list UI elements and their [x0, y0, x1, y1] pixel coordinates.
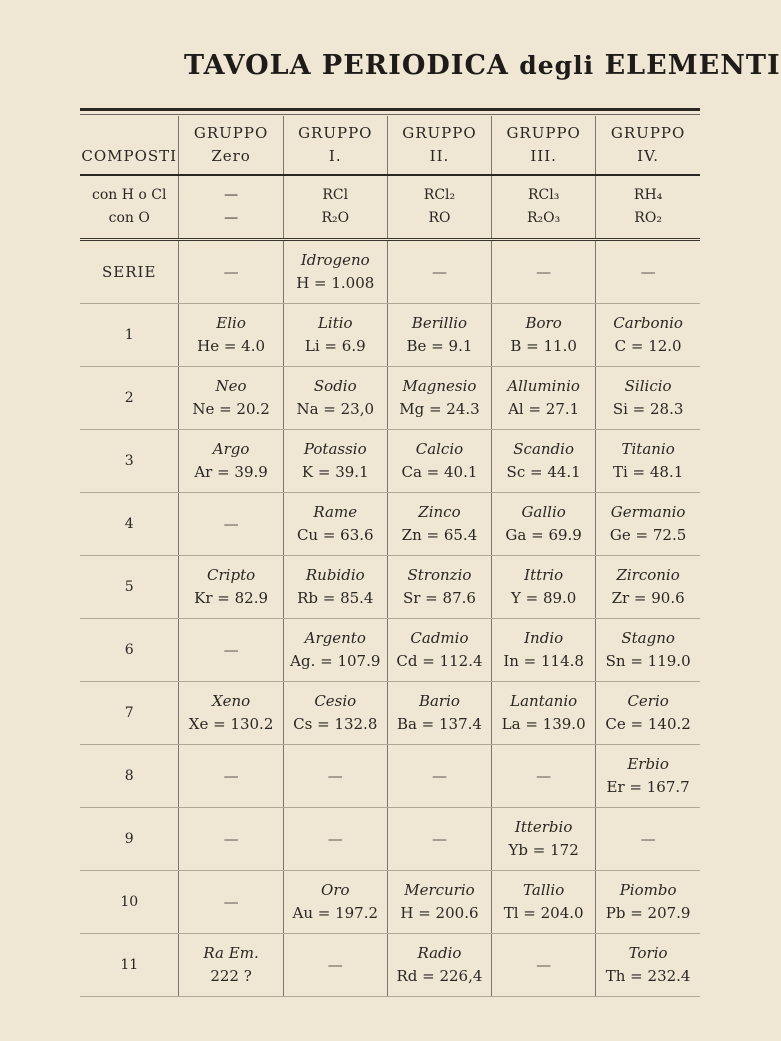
- element-weight: B = 11.0: [510, 337, 577, 355]
- element-cell: [387, 682, 491, 745]
- dash-mark: —: [327, 955, 343, 974]
- element-cell: [387, 304, 491, 367]
- compound-h: —: [224, 187, 239, 203]
- serie-row: [80, 871, 700, 934]
- element-weight: Ne = 20.2: [192, 400, 270, 418]
- group-label: GRUPPO: [298, 124, 373, 142]
- dash-mark: —: [536, 766, 552, 785]
- element-weight: In = 114.8: [503, 652, 584, 670]
- element-name: Idrogeno: [300, 251, 370, 269]
- element-name: Berillio: [411, 314, 468, 332]
- element-weight: H = 200.6: [400, 904, 479, 922]
- element-name: Mercurio: [404, 881, 475, 899]
- element-weight: Er = 167.7: [606, 778, 690, 796]
- element-name: Erbio: [627, 755, 669, 773]
- group-sub: IV.: [637, 147, 660, 165]
- element-name: Xeno: [211, 692, 251, 710]
- serie-row: [80, 619, 700, 682]
- empty-cell: [179, 493, 283, 556]
- empty-cell: [387, 745, 491, 808]
- compound-h: RCl: [322, 187, 349, 203]
- element-name: Calcio: [415, 440, 464, 458]
- compound-h: RCl₂: [423, 187, 456, 203]
- element-cell: [596, 430, 700, 493]
- empty-cell: [492, 934, 596, 997]
- dash-mark: —: [431, 262, 447, 281]
- element-weight: Si = 28.3: [612, 400, 684, 418]
- element-cell: [492, 871, 596, 934]
- dash-mark: —: [536, 262, 552, 281]
- element-cell: [492, 619, 596, 682]
- serie-row: [80, 493, 700, 556]
- element-name: Cripto: [207, 566, 256, 584]
- empty-cell: [179, 871, 283, 934]
- element-weight: Be = 9.1: [406, 337, 473, 355]
- element-name: Carbonio: [613, 314, 683, 332]
- element-name: Scandio: [513, 440, 574, 458]
- element-name: Piombo: [619, 881, 677, 899]
- element-weight: Ag. = 107.9: [290, 652, 381, 670]
- empty-cell: [179, 808, 283, 871]
- group-label: GRUPPO: [402, 124, 477, 142]
- element-name: Tallio: [523, 881, 565, 899]
- element-cell: [596, 304, 700, 367]
- element-name: Cadmio: [410, 629, 469, 647]
- serie-number: 2: [124, 389, 134, 406]
- serie-number-cell: [80, 430, 179, 493]
- element-cell: [283, 240, 387, 304]
- element-cell: [492, 304, 596, 367]
- element-cell: [596, 682, 700, 745]
- element-weight: Ca = 40.1: [401, 463, 478, 481]
- element-weight: Cd = 112.4: [396, 652, 483, 670]
- element-cell: [387, 871, 491, 934]
- element-cell: [387, 430, 491, 493]
- empty-cell: [179, 240, 283, 304]
- element-weight: Sc = 44.1: [506, 463, 581, 481]
- compound-o: —: [224, 210, 239, 226]
- group-sub: Zero: [211, 147, 251, 165]
- serie-number-cell: [80, 871, 179, 934]
- element-name: Gallio: [521, 503, 566, 521]
- element-weight: Ti = 48.1: [612, 463, 684, 481]
- element-name: Neo: [215, 377, 247, 395]
- serie-row: [80, 240, 700, 304]
- dash-mark: —: [327, 766, 343, 785]
- serie-row: [80, 934, 700, 997]
- element-cell: [492, 682, 596, 745]
- serie-row: [80, 430, 700, 493]
- group-label: GRUPPO: [610, 124, 686, 142]
- element-name: Zinco: [418, 503, 461, 521]
- group-header: [179, 116, 283, 175]
- serie-row: [80, 367, 700, 430]
- group-sub: I.: [328, 147, 342, 165]
- element-name: Radio: [417, 944, 462, 962]
- compound-cell: [596, 175, 700, 240]
- element-name: Alluminio: [507, 377, 580, 395]
- serie-number-cell: [80, 745, 179, 808]
- group-label: GRUPPO: [506, 124, 581, 142]
- serie-number-cell: [80, 240, 179, 304]
- element-name: Titanio: [621, 440, 675, 458]
- serie-row: [80, 304, 700, 367]
- element-name: Cerio: [627, 692, 669, 710]
- compound-cell: [492, 175, 596, 240]
- element-cell: [596, 871, 700, 934]
- compounds-label-h: con H o Cl: [92, 187, 167, 203]
- element-name: Oro: [321, 881, 350, 899]
- serie-number: 4: [124, 515, 134, 532]
- serie-number: 1: [124, 326, 134, 343]
- serie-number: 8: [124, 767, 134, 784]
- element-name: Ra Em.: [203, 944, 259, 962]
- element-weight: Ge = 72.5: [609, 526, 687, 544]
- compound-cell: [387, 175, 491, 240]
- dash-mark: —: [223, 892, 239, 911]
- element-weight: Na = 23,0: [296, 400, 375, 418]
- element-weight: Sn = 119.0: [605, 652, 691, 670]
- element-cell: [179, 682, 283, 745]
- element-name: Potassio: [303, 440, 367, 458]
- serie-number: 5: [124, 578, 134, 595]
- element-cell: [283, 682, 387, 745]
- element-cell: [492, 493, 596, 556]
- element-name: Torio: [628, 944, 668, 962]
- element-weight: Cu = 63.6: [296, 526, 374, 544]
- empty-cell: [387, 240, 491, 304]
- title-end: ELEMENTI: [604, 50, 781, 81]
- element-cell: [596, 745, 700, 808]
- serie-number-cell: [80, 808, 179, 871]
- element-cell: [492, 808, 596, 871]
- group-header: [283, 116, 387, 175]
- element-name: Magnesio: [402, 377, 477, 395]
- element-weight: Al = 27.1: [508, 400, 580, 418]
- element-name: Germanio: [610, 503, 686, 521]
- element-cell: [283, 619, 387, 682]
- element-name: Argo: [212, 440, 250, 458]
- empty-cell: [283, 808, 387, 871]
- title-rule: [80, 108, 700, 111]
- element-cell: [387, 619, 491, 682]
- element-weight: Li = 6.9: [304, 337, 366, 355]
- element-name: Zirconio: [616, 566, 680, 584]
- element-cell: [596, 556, 700, 619]
- element-cell: [179, 430, 283, 493]
- title-suffix: degli: [519, 51, 595, 80]
- dash-mark: —: [223, 262, 239, 281]
- serie-number: 6: [124, 641, 134, 658]
- element-cell: [283, 871, 387, 934]
- element-weight: Ba = 137.4: [396, 715, 482, 733]
- element-cell: [283, 367, 387, 430]
- compounds-label-cell: [80, 175, 179, 240]
- element-name: Rubidio: [305, 566, 365, 584]
- element-name: Bario: [418, 692, 460, 710]
- element-weight: Pb = 207.9: [605, 904, 691, 922]
- element-weight: Zn = 65.4: [401, 526, 478, 544]
- element-name: Sodio: [313, 377, 357, 395]
- compound-o: RO₂: [634, 210, 662, 226]
- dash-mark: —: [431, 829, 447, 848]
- empty-cell: [179, 619, 283, 682]
- element-weight: Yb = 172: [508, 841, 579, 859]
- element-cell: [492, 367, 596, 430]
- element-weight: H = 1.008: [296, 274, 375, 292]
- element-name: Boro: [525, 314, 562, 332]
- element-weight: Th = 232.4: [605, 967, 691, 985]
- element-name: Stronzio: [407, 566, 472, 584]
- element-name: Lantanio: [510, 692, 578, 710]
- element-weight: Ce = 140.2: [605, 715, 691, 733]
- element-cell: [283, 493, 387, 556]
- element-name: Argento: [304, 629, 366, 647]
- element-name: Stagno: [621, 629, 675, 647]
- element-cell: [387, 493, 491, 556]
- serie-row: [80, 745, 700, 808]
- title-main: TAVOLA PERIODICA: [184, 50, 509, 81]
- serie-number-cell: [80, 367, 179, 430]
- element-weight: 222 ?: [210, 967, 252, 985]
- compound-h: RCl₃: [527, 187, 560, 203]
- element-cell: [387, 367, 491, 430]
- element-weight: Kr = 82.9: [194, 589, 269, 607]
- element-weight: Sr = 87.6: [402, 589, 476, 607]
- element-cell: [596, 493, 700, 556]
- serie-number-cell: [80, 619, 179, 682]
- element-name: Rame: [313, 503, 358, 521]
- periodic-table: [80, 116, 700, 997]
- element-name: Litio: [317, 314, 353, 332]
- empty-cell: [492, 745, 596, 808]
- serie-number: 11: [120, 956, 139, 973]
- dash-mark: —: [640, 262, 656, 281]
- serie-number-cell: [80, 556, 179, 619]
- dash-mark: —: [223, 514, 239, 533]
- serie-number: 3: [124, 452, 134, 469]
- element-weight: Tl = 204.0: [503, 904, 584, 922]
- element-cell: [283, 304, 387, 367]
- compound-o: R₂O₃: [527, 210, 561, 226]
- empty-cell: [387, 808, 491, 871]
- title-rule-thin: [80, 114, 700, 115]
- element-cell: [179, 367, 283, 430]
- compound-o: RO: [428, 210, 451, 226]
- serie-label: SERIE: [102, 262, 157, 281]
- compound-cell: [283, 175, 387, 240]
- page-title: [184, 50, 781, 81]
- group-header: [387, 116, 491, 175]
- dash-mark: —: [536, 955, 552, 974]
- compound-cell: [179, 175, 283, 240]
- element-weight: Mg = 24.3: [399, 400, 480, 418]
- serie-row: [80, 682, 700, 745]
- element-cell: [179, 304, 283, 367]
- serie-number: 10: [120, 893, 139, 910]
- compound-o: R₂O: [321, 210, 350, 226]
- element-name: Indio: [524, 629, 564, 647]
- serie-number: 9: [124, 830, 134, 847]
- dash-mark: —: [223, 640, 239, 659]
- dash-mark: —: [223, 829, 239, 848]
- element-weight: Y = 89.0: [510, 589, 577, 607]
- element-weight: Au = 197.2: [292, 904, 379, 922]
- empty-cell: [283, 934, 387, 997]
- group-header: [596, 116, 700, 175]
- element-cell: [492, 430, 596, 493]
- serie-number-cell: [80, 934, 179, 997]
- empty-cell: [596, 240, 700, 304]
- element-cell: [596, 367, 700, 430]
- element-weight: Rd = 226,4: [396, 967, 483, 985]
- empty-cell: [179, 745, 283, 808]
- compound-h: RH₄: [633, 187, 663, 203]
- element-cell: [596, 934, 700, 997]
- element-cell: [387, 556, 491, 619]
- serie-row: [80, 556, 700, 619]
- element-weight: Xe = 130.2: [188, 715, 274, 733]
- element-weight: K = 39.1: [301, 463, 369, 481]
- serie-number-cell: [80, 493, 179, 556]
- empty-cell: [596, 808, 700, 871]
- serie-number-cell: [80, 682, 179, 745]
- element-weight: C = 12.0: [614, 337, 682, 355]
- element-weight: Ar = 39.9: [194, 463, 268, 481]
- element-cell: [179, 934, 283, 997]
- element-cell: [283, 430, 387, 493]
- group-sub: III.: [530, 147, 557, 165]
- header-row: [80, 116, 700, 175]
- element-cell: [596, 619, 700, 682]
- serie-number: 7: [124, 704, 134, 721]
- compounds-row: [80, 175, 700, 240]
- element-cell: [283, 556, 387, 619]
- dash-mark: —: [640, 829, 656, 848]
- element-weight: Rb = 85.4: [297, 589, 374, 607]
- serie-number-cell: [80, 304, 179, 367]
- group-sub: II.: [429, 147, 450, 165]
- empty-cell: [492, 240, 596, 304]
- element-weight: La = 139.0: [501, 715, 586, 733]
- group-header: [492, 116, 596, 175]
- element-weight: Cs = 132.8: [293, 715, 378, 733]
- element-weight: He = 4.0: [197, 337, 266, 355]
- element-weight: Zr = 90.6: [611, 589, 685, 607]
- dash-mark: —: [431, 766, 447, 785]
- element-cell: [387, 934, 491, 997]
- element-name: Cesio: [314, 692, 357, 710]
- composti-header: [80, 116, 179, 175]
- dash-mark: —: [327, 829, 343, 848]
- element-name: Itterbio: [514, 818, 573, 836]
- group-label: GRUPPO: [193, 124, 269, 142]
- empty-cell: [283, 745, 387, 808]
- element-cell: [492, 556, 596, 619]
- composti-label: COMPOSTI: [81, 146, 178, 165]
- element-name: Ittrio: [524, 566, 564, 584]
- compounds-label-o: con O: [108, 210, 150, 226]
- element-name: Silicio: [624, 377, 672, 395]
- dash-mark: —: [223, 766, 239, 785]
- element-weight: Ga = 69.9: [505, 526, 582, 544]
- element-name: Elio: [216, 314, 246, 332]
- element-cell: [179, 556, 283, 619]
- serie-row: [80, 808, 700, 871]
